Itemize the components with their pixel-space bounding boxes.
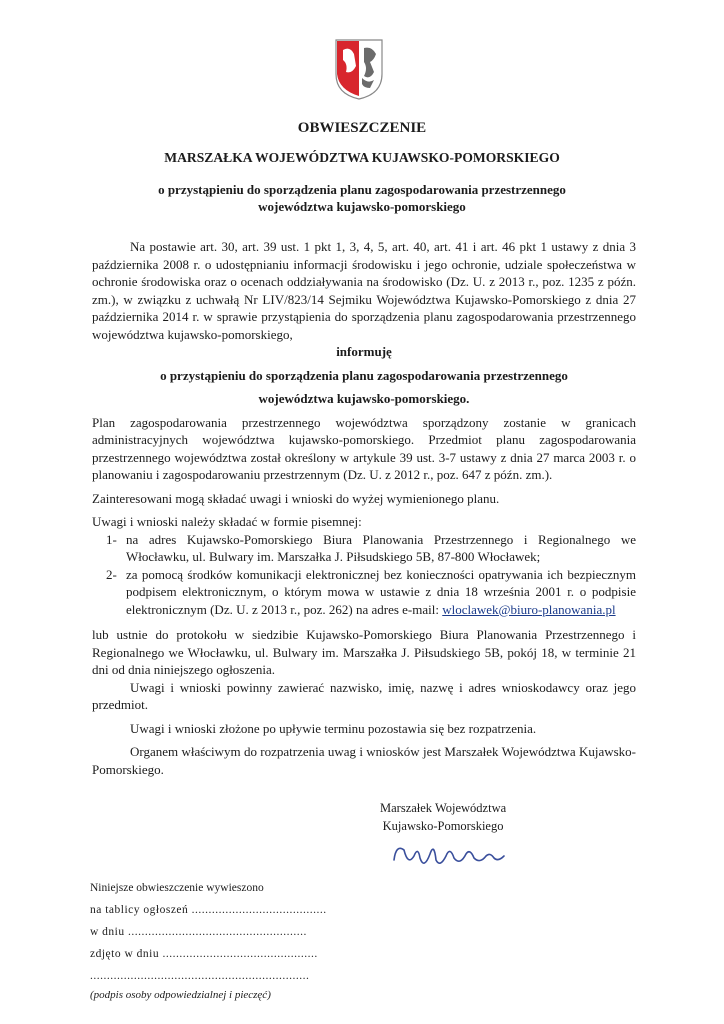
signature-title-line-1: Marszałek Województwa <box>380 801 507 815</box>
inform-line-1: o przystąpieniu do sporządzenia planu zagospodarowania przestrzennego <box>160 367 568 383</box>
notice-line-2: na tablicy ogłoszeń ........................................ <box>90 904 327 916</box>
page-title: OBWIESZCZENIE <box>297 120 427 136</box>
list-item-text: za pomocą środków komunikacji elektronicznej bez konieczności opatrywania ich bezpiecznym podpisem elektronicznym, o którym mowa w ustawie z dnia 18 września 2001 r. o podpisie elektronicznym (Dz. U. z 2013 r., poz. 262) na adres e-mail: <box>126 566 636 617</box>
notice-line-1: Niniejsze obwieszczenie wywieszono <box>90 882 264 894</box>
signature-block <box>380 799 506 835</box>
page-subtitle: MARSZAŁKA WOJEWÓDZTWA KUJAWSKO-POMORSKIEGO <box>164 150 560 165</box>
oral-paragraph: lub ustnie do protokołu w siedzibie Kujawsko-Pomorskiego Biura Planowania Przestrzennego i Regionalnego we Włocławku, ul. Bulwary im. Marszałka J. Piłsudskiego 5B, pokój 18, w terminie 21 dni od dnia niniejszego ogłoszenia. <box>92 627 636 677</box>
posting-notice <box>90 877 327 1003</box>
authority-paragraph: Organem właściwym do rozpatrzenia uwag i wniosków jest Marszałek Województwa Kujawsko-Pomorskiego. <box>92 744 636 777</box>
topic-line-2: województwa kujawsko-pomorskiego <box>258 199 466 214</box>
intro-paragraph: Na postawie art. 30, art. 39 ust. 1 pkt 1, 3, 4, 5, art. 40, art. 41 i art. 46 pkt 1 ustawy z dnia 3 października 2008 r. o udostępnianiu informacji środowisku i jego ochronie, udziale społeczeństwa w ochronie środowiska oraz o ocenach oddziaływania na środowisko (Dz. U. z 2013 r., poz. 1235 z późn. zm.), w związku z uchwałą Nr LIV/823/14 Sejmiku Województwa Kujawsko-Pomorskiego z dnia 27 października 2014 r. w sprawie przystąpienia do sporządzenia planu zagospodarowania przestrzennego województwa kujawsko-pomorskiego, <box>92 239 636 342</box>
list-item-number: 1- <box>106 531 117 547</box>
written-intro: Uwagi i wnioski należy składać w formie pisemnej: <box>92 514 362 529</box>
list-item-text: na adres Kujawsko-Pomorskiego Biura Planowania Przestrzennego i Regionalnego we Włocławku, ul. Bulwary im. Marszałka J. Piłsudskiego 5B, 87-800 Włocławek; <box>126 531 636 564</box>
inform-line-2: województwa kujawsko-pomorskiego. <box>258 391 470 406</box>
signature-title-line-2: Kujawsko-Pomorskiego <box>382 819 504 833</box>
plan-paragraph: Plan zagospodarowania przestrzennego województwa sporządzony zostanie w granicach administracyjnych województwa kujawsko-pomorskiego. Przedmiot planu zagospodarowania przestrzennego województwa został określony w artykule 39 ust. 3-7 ustawy z dnia 27 marca 2003 r. o planowaniu i zagospodarowaniu przestrzennym (Dz. U. z 2012 r., poz. 647 z późn. zm.). <box>92 414 636 482</box>
late-paragraph: Uwagi i wnioski złożone po upływie terminu pozostawia się bez rozpatrzenia. <box>130 720 537 736</box>
interested-paragraph: Zainteresowani mogą składać uwagi i wnioski do wyżej wymienionego planu. <box>92 490 500 506</box>
inform-word: informuję <box>336 344 392 359</box>
submission-list <box>92 531 636 619</box>
email-link[interactable]: wloclawek@biuro-planowania.pl <box>442 601 616 617</box>
notice-line-4: zdjęto w dniu .............................................. <box>90 948 318 960</box>
notice-line-3: w dniu ..................................................... <box>90 926 307 938</box>
topic-heading <box>0 181 724 215</box>
content-paragraph: Uwagi i wnioski powinny zawierać nazwisko, imię, nazwę i adres wnioskodawcy oraz jego przedmiot. <box>92 679 636 712</box>
handwritten-signature-icon <box>390 836 540 876</box>
list-item-number: 2- <box>106 566 117 582</box>
coat-of-arms-icon <box>334 38 384 100</box>
list-item <box>92 566 636 619</box>
notice-line-5: ................................................................. <box>90 970 310 982</box>
list-item <box>92 531 636 566</box>
document-body <box>92 238 636 784</box>
notice-caption: (podpis osoby odpowiedzialnej i pieczęć) <box>90 989 271 1001</box>
topic-line-1: o przystąpieniu do sporządzenia planu zagospodarowania przestrzennego <box>158 182 566 197</box>
